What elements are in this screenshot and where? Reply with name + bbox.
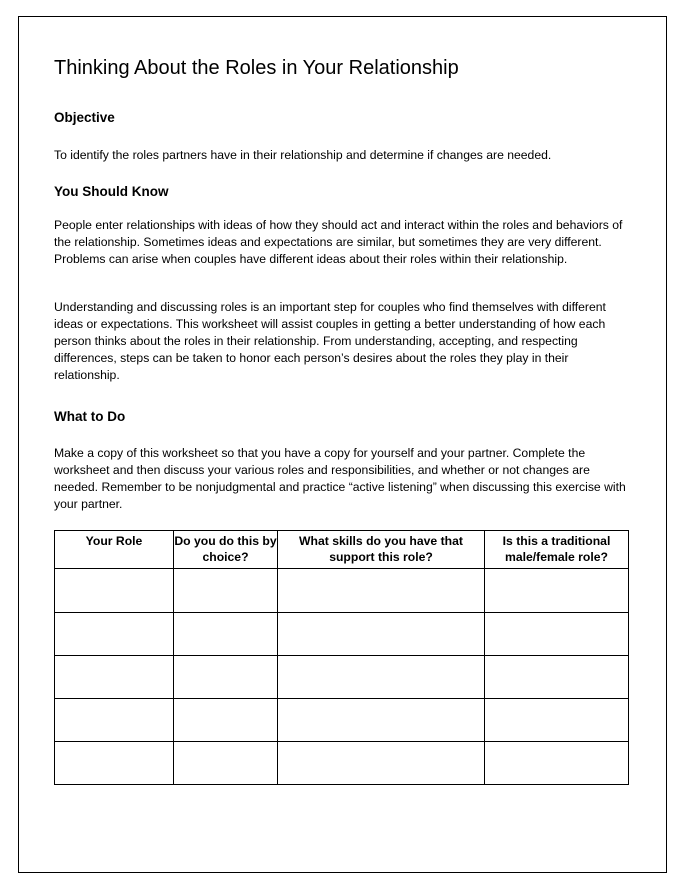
objective-heading: Objective bbox=[54, 110, 115, 125]
your-role-cell[interactable] bbox=[55, 656, 174, 699]
table-row bbox=[55, 699, 629, 742]
table-row bbox=[55, 569, 629, 613]
table-row bbox=[55, 742, 629, 785]
your-role-cell[interactable] bbox=[55, 613, 174, 656]
header-skills: What skills do you have that support this role? bbox=[278, 531, 485, 569]
page-title: Thinking About the Roles in Your Relationship bbox=[54, 57, 459, 79]
your-role-cell[interactable] bbox=[55, 742, 174, 785]
table-row bbox=[55, 613, 629, 656]
should-know-heading: You Should Know bbox=[54, 184, 169, 199]
header-by-choice: Do you do this by choice? bbox=[174, 531, 278, 569]
should-know-paragraph-1: People enter relationships with ideas of how they should act and interact within the roles and behaviors of the relationship. Sometimes ideas and expectations are similar, but sometimes they are very different. Problems can arise when couples have different ideas about their roles within their relationship. bbox=[54, 218, 623, 266]
your-role-cell[interactable] bbox=[55, 699, 174, 742]
skills-cell[interactable] bbox=[278, 613, 485, 656]
what-to-do-heading: What to Do bbox=[54, 409, 126, 424]
table-body bbox=[55, 569, 629, 785]
what-to-do-text: Make a copy of this worksheet so that you have a copy for yourself and your partner. Complete the worksheet and then discuss your various roles and responsibilities, and whether or not changes are needed. Remember to be nonjudgmental and practice “active listening” when discussing this exercise with your partner. bbox=[54, 446, 626, 511]
header-traditional-role: Is this a traditional male/female role? bbox=[485, 531, 629, 569]
roles-table bbox=[54, 530, 629, 785]
should-know-paragraph-2: Understanding and discussing roles is an important step for couples who find themselves with different ideas or expectations. This worksheet will assist couples in getting a better understanding of how each person thinks about the roles in their relationship. From understanding, accepting, and respecting differences, steps can be taken to honor each person’s desires about the roles they play in their relationship. bbox=[54, 300, 606, 382]
skills-cell[interactable] bbox=[278, 699, 485, 742]
traditional-role-cell[interactable] bbox=[485, 613, 629, 656]
traditional-role-cell[interactable] bbox=[485, 699, 629, 742]
by-choice-cell[interactable] bbox=[174, 699, 278, 742]
table-header-row bbox=[55, 531, 629, 569]
skills-cell[interactable] bbox=[278, 742, 485, 785]
by-choice-cell[interactable] bbox=[174, 742, 278, 785]
by-choice-cell[interactable] bbox=[174, 613, 278, 656]
objective-text: To identify the roles partners have in their relationship and determine if changes are needed. bbox=[54, 148, 552, 162]
table-row bbox=[55, 656, 629, 699]
by-choice-cell[interactable] bbox=[174, 569, 278, 613]
skills-cell[interactable] bbox=[278, 569, 485, 613]
your-role-cell[interactable] bbox=[55, 569, 174, 613]
worksheet-page bbox=[18, 16, 667, 873]
skills-cell[interactable] bbox=[278, 656, 485, 699]
by-choice-cell[interactable] bbox=[174, 656, 278, 699]
traditional-role-cell[interactable] bbox=[485, 742, 629, 785]
header-your-role: Your Role bbox=[55, 531, 174, 569]
traditional-role-cell[interactable] bbox=[485, 656, 629, 699]
traditional-role-cell[interactable] bbox=[485, 569, 629, 613]
